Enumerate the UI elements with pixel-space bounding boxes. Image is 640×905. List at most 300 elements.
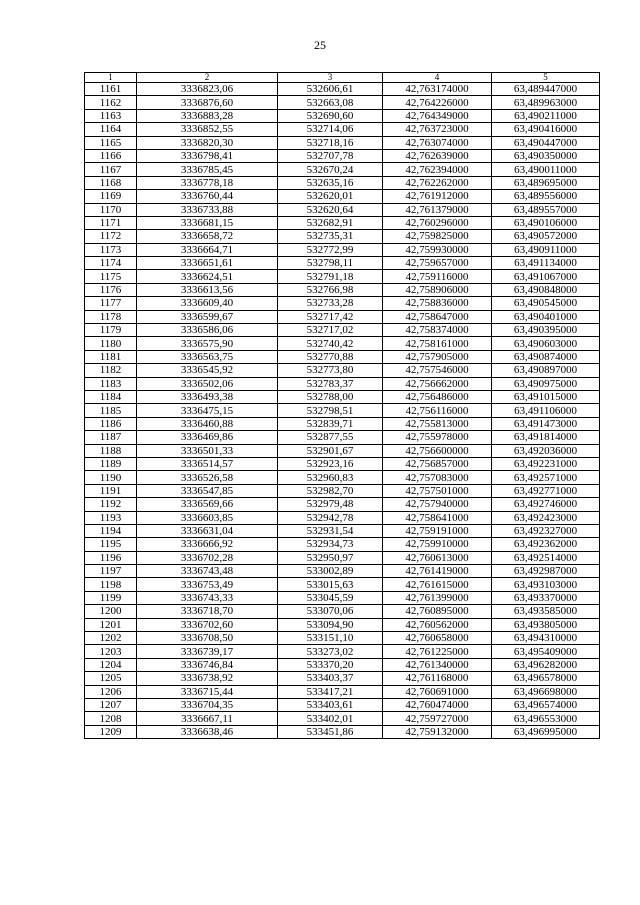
table-cell: 63,490545000: [492, 297, 600, 310]
table-cell: 3336638,46: [137, 725, 278, 738]
table-row: [85, 190, 600, 203]
table-cell: 532718,16: [278, 136, 383, 149]
table-cell: 3336563,75: [137, 350, 278, 363]
table-cell: 63,490211000: [492, 109, 600, 122]
table-cell: 1194: [85, 524, 137, 537]
table-cell: 532783,37: [278, 377, 383, 390]
table-cell: 42,761615000: [383, 578, 492, 591]
table-cell: 1197: [85, 565, 137, 578]
table-cell: 3336876,60: [137, 96, 278, 109]
table-cell: 63,490572000: [492, 230, 600, 243]
table-cell: 42,760474000: [383, 698, 492, 711]
table-cell: 42,760658000: [383, 632, 492, 645]
table-cell: 532635,16: [278, 176, 383, 189]
table-cell: 63,490447000: [492, 136, 600, 149]
table-cell: 63,492514000: [492, 551, 600, 564]
column-header: 1: [85, 73, 137, 83]
table-row: [85, 645, 600, 658]
table-cell: 63,492771000: [492, 484, 600, 497]
table-cell: 532788,00: [278, 390, 383, 403]
table-cell: 42,759132000: [383, 725, 492, 738]
table-row: [85, 96, 600, 109]
table-cell: 532717,02: [278, 324, 383, 337]
column-header: 3: [278, 73, 383, 83]
table-cell: 532682,91: [278, 216, 383, 229]
table-row: [85, 149, 600, 162]
table-cell: 42,759825000: [383, 230, 492, 243]
table-cell: 3336475,15: [137, 404, 278, 417]
table-cell: 63,490350000: [492, 149, 600, 162]
table-row: [85, 725, 600, 738]
table-cell: 63,491473000: [492, 417, 600, 430]
table-row: [85, 324, 600, 337]
table-cell: 42,757905000: [383, 350, 492, 363]
table-cell: 1163: [85, 109, 137, 122]
table-cell: 1166: [85, 149, 137, 162]
table-cell: 42,756486000: [383, 390, 492, 403]
table-cell: 3336586,06: [137, 324, 278, 337]
table-cell: 63,490897000: [492, 364, 600, 377]
table-cell: 42,764226000: [383, 96, 492, 109]
table-row: [85, 350, 600, 363]
table-cell: 1192: [85, 498, 137, 511]
table-cell: 42,757940000: [383, 498, 492, 511]
page-number: 25: [314, 38, 326, 52]
table-cell: 3336746,84: [137, 658, 278, 671]
table-row: [85, 685, 600, 698]
table-row: [85, 698, 600, 711]
table-cell: 63,490848000: [492, 283, 600, 296]
table-cell: 42,761419000: [383, 565, 492, 578]
table-cell: 3336753,49: [137, 578, 278, 591]
table-cell: 1175: [85, 270, 137, 283]
table-cell: 1191: [85, 484, 137, 497]
table-cell: 1173: [85, 243, 137, 256]
table-cell: 63,489556000: [492, 190, 600, 203]
table-cell: 1207: [85, 698, 137, 711]
table-cell: 532606,61: [278, 83, 383, 96]
table-cell: 3336738,92: [137, 672, 278, 685]
table-cell: 63,493585000: [492, 605, 600, 618]
table-cell: 532707,78: [278, 149, 383, 162]
table-cell: 1185: [85, 404, 137, 417]
table-cell: 532798,51: [278, 404, 383, 417]
table-cell: 42,762394000: [383, 163, 492, 176]
table-cell: 1199: [85, 591, 137, 604]
table-cell: 1183: [85, 377, 137, 390]
table-cell: 533094,90: [278, 618, 383, 631]
table-cell: 532901,67: [278, 444, 383, 457]
table-cell: 533015,63: [278, 578, 383, 591]
table-cell: 1162: [85, 96, 137, 109]
table-row: [85, 524, 600, 537]
table-cell: 3336547,85: [137, 484, 278, 497]
table-cell: 532620,01: [278, 190, 383, 203]
table-cell: 532733,28: [278, 297, 383, 310]
table-cell: 42,756600000: [383, 444, 492, 457]
table-cell: 3336460,88: [137, 417, 278, 430]
table-cell: 42,758906000: [383, 283, 492, 296]
table-row: [85, 658, 600, 671]
table-row: [85, 176, 600, 189]
table-cell: 532982,70: [278, 484, 383, 497]
table-row: [85, 270, 600, 283]
table-cell: 3336526,58: [137, 471, 278, 484]
table-row: [85, 511, 600, 524]
table-cell: 532942,78: [278, 511, 383, 524]
table-cell: 63,496574000: [492, 698, 600, 711]
table-cell: 63,493370000: [492, 591, 600, 604]
table-cell: 533273,02: [278, 645, 383, 658]
table-cell: 63,493805000: [492, 618, 600, 631]
table-cell: 3336613,56: [137, 283, 278, 296]
table-cell: 63,490011000: [492, 163, 600, 176]
table-cell: 532798,11: [278, 257, 383, 270]
table-cell: 532772,99: [278, 243, 383, 256]
table-cell: 3336666,92: [137, 538, 278, 551]
table-row: [85, 672, 600, 685]
table-cell: 3336718,70: [137, 605, 278, 618]
table-cell: 3336502,06: [137, 377, 278, 390]
table-row: [85, 377, 600, 390]
table-cell: 42,762262000: [383, 176, 492, 189]
table-cell: 532839,71: [278, 417, 383, 430]
table-row: [85, 498, 600, 511]
table-cell: 3336739,17: [137, 645, 278, 658]
table-cell: 1170: [85, 203, 137, 216]
table-cell: 1188: [85, 444, 137, 457]
table-cell: 1171: [85, 216, 137, 229]
table-row: [85, 605, 600, 618]
table-cell: 63,490603000: [492, 337, 600, 350]
table-cell: 63,491134000: [492, 257, 600, 270]
table-cell: 63,492746000: [492, 498, 600, 511]
table-cell: 3336778,18: [137, 176, 278, 189]
table-cell: 533045,59: [278, 591, 383, 604]
table-cell: 1186: [85, 417, 137, 430]
table-cell: 1178: [85, 310, 137, 323]
table-cell: 3336493,38: [137, 390, 278, 403]
table-cell: 3336760,44: [137, 190, 278, 203]
table-row: [85, 310, 600, 323]
table-row: [85, 297, 600, 310]
table-cell: 63,492571000: [492, 471, 600, 484]
table-cell: 3336667,11: [137, 712, 278, 725]
table-cell: 1174: [85, 257, 137, 270]
table-row: [85, 591, 600, 604]
table-cell: 42,761399000: [383, 591, 492, 604]
table-cell: 532877,55: [278, 431, 383, 444]
table-cell: 532735,31: [278, 230, 383, 243]
table-cell: 42,756662000: [383, 377, 492, 390]
table-cell: 42,757083000: [383, 471, 492, 484]
table-cell: 63,496578000: [492, 672, 600, 685]
table-cell: 533403,61: [278, 698, 383, 711]
table-cell: 532714,06: [278, 123, 383, 136]
table-cell: 3336603,85: [137, 511, 278, 524]
table-cell: 3336501,33: [137, 444, 278, 457]
table-cell: 1208: [85, 712, 137, 725]
table-cell: 1193: [85, 511, 137, 524]
table-row: [85, 471, 600, 484]
table-cell: 42,760691000: [383, 685, 492, 698]
table-cell: 532717,42: [278, 310, 383, 323]
table-cell: 3336743,33: [137, 591, 278, 604]
table-row: [85, 404, 600, 417]
table-row: [85, 83, 600, 96]
table-cell: 1179: [85, 324, 137, 337]
table-cell: 1176: [85, 283, 137, 296]
table-cell: 42,758647000: [383, 310, 492, 323]
table-cell: 3336852,55: [137, 123, 278, 136]
table-cell: 63,490975000: [492, 377, 600, 390]
column-header: 2: [137, 73, 278, 83]
table-cell: 3336733,88: [137, 203, 278, 216]
table-cell: 533417,21: [278, 685, 383, 698]
table-cell: 533402,01: [278, 712, 383, 725]
table-cell: 1205: [85, 672, 137, 685]
table-cell: 63,490106000: [492, 216, 600, 229]
table-cell: 1180: [85, 337, 137, 350]
table-cell: 3336820,30: [137, 136, 278, 149]
table-cell: 63,489557000: [492, 203, 600, 216]
table-cell: 42,763174000: [383, 83, 492, 96]
table-cell: 42,759910000: [383, 538, 492, 551]
table-row: [85, 123, 600, 136]
table-cell: 533403,37: [278, 672, 383, 685]
table-row: [85, 578, 600, 591]
table-cell: 1187: [85, 431, 137, 444]
table-cell: 3336664,71: [137, 243, 278, 256]
table-cell: 42,759191000: [383, 524, 492, 537]
table-cell: 532950,97: [278, 551, 383, 564]
table-cell: 1184: [85, 390, 137, 403]
table-cell: 3336704,35: [137, 698, 278, 711]
table-cell: 533370,20: [278, 658, 383, 671]
table-row: [85, 551, 600, 564]
table-row: [85, 364, 600, 377]
table-cell: 1202: [85, 632, 137, 645]
coordinates-table: [84, 72, 600, 739]
table-cell: 63,492327000: [492, 524, 600, 537]
table-row: [85, 431, 600, 444]
table-cell: 63,492036000: [492, 444, 600, 457]
table-cell: 1169: [85, 190, 137, 203]
table-row: [85, 417, 600, 430]
table-cell: 3336631,04: [137, 524, 278, 537]
table-cell: 63,496282000: [492, 658, 600, 671]
table-cell: 1161: [85, 83, 137, 96]
table-cell: 1165: [85, 136, 137, 149]
table-row: [85, 163, 600, 176]
table-cell: 42,757546000: [383, 364, 492, 377]
table-cell: 1209: [85, 725, 137, 738]
table-cell: 42,758836000: [383, 297, 492, 310]
table-cell: 3336575,90: [137, 337, 278, 350]
table-cell: 42,763074000: [383, 136, 492, 149]
table-cell: 63,496553000: [492, 712, 600, 725]
table-cell: 63,491067000: [492, 270, 600, 283]
table-cell: 3336823,06: [137, 83, 278, 96]
table-cell: 532931,54: [278, 524, 383, 537]
table-row: [85, 337, 600, 350]
table-cell: 532979,48: [278, 498, 383, 511]
table-cell: 3336658,72: [137, 230, 278, 243]
table-body: [85, 83, 600, 739]
table-cell: 63,492423000: [492, 511, 600, 524]
table-cell: 3336708,50: [137, 632, 278, 645]
table-cell: 3336883,28: [137, 109, 278, 122]
table-cell: 42,755978000: [383, 431, 492, 444]
table-cell: 42,759657000: [383, 257, 492, 270]
table-row: [85, 712, 600, 725]
table-cell: 42,759116000: [383, 270, 492, 283]
table-cell: 1168: [85, 176, 137, 189]
table-row: [85, 257, 600, 270]
table-row: [85, 632, 600, 645]
table-cell: 1189: [85, 457, 137, 470]
table-cell: 1196: [85, 551, 137, 564]
table-cell: 1167: [85, 163, 137, 176]
table-cell: 533151,10: [278, 632, 383, 645]
table-cell: 63,491106000: [492, 404, 600, 417]
table-cell: 532791,18: [278, 270, 383, 283]
table-cell: 42,761379000: [383, 203, 492, 216]
table-row: [85, 484, 600, 497]
table-cell: 42,755813000: [383, 417, 492, 430]
table-cell: 3336743,48: [137, 565, 278, 578]
table-cell: 42,760613000: [383, 551, 492, 564]
table-cell: 1206: [85, 685, 137, 698]
table-row: [85, 230, 600, 243]
table-cell: 1190: [85, 471, 137, 484]
table-cell: 42,760562000: [383, 618, 492, 631]
table-cell: 532960,83: [278, 471, 383, 484]
table-cell: 1204: [85, 658, 137, 671]
table-cell: 63,490874000: [492, 350, 600, 363]
table-cell: 63,495409000: [492, 645, 600, 658]
table-row: [85, 538, 600, 551]
table-cell: 63,496698000: [492, 685, 600, 698]
table-cell: 3336715,44: [137, 685, 278, 698]
table-cell: 1198: [85, 578, 137, 591]
table-cell: 63,489695000: [492, 176, 600, 189]
table-cell: 42,758161000: [383, 337, 492, 350]
table-cell: 3336798,41: [137, 149, 278, 162]
table-header-row: [85, 73, 600, 83]
table-cell: 533451,86: [278, 725, 383, 738]
table-cell: 63,490401000: [492, 310, 600, 323]
table-cell: 3336545,92: [137, 364, 278, 377]
table-cell: 533002,89: [278, 565, 383, 578]
table-cell: 3336469,86: [137, 431, 278, 444]
table-cell: 3336569,66: [137, 498, 278, 511]
table-cell: 42,763723000: [383, 123, 492, 136]
table-row: [85, 565, 600, 578]
table-row: [85, 243, 600, 256]
table-cell: 532663,08: [278, 96, 383, 109]
table-row: [85, 457, 600, 470]
table-cell: 1181: [85, 350, 137, 363]
table-cell: 1200: [85, 605, 137, 618]
table-cell: 63,492987000: [492, 565, 600, 578]
table-row: [85, 618, 600, 631]
table-cell: 42,761340000: [383, 658, 492, 671]
table-cell: 1201: [85, 618, 137, 631]
table-row: [85, 444, 600, 457]
table-cell: 63,491015000: [492, 390, 600, 403]
column-header: 4: [383, 73, 492, 83]
table-row: [85, 390, 600, 403]
table-cell: 63,489447000: [492, 83, 600, 96]
table-cell: 3336702,60: [137, 618, 278, 631]
table-cell: 63,492362000: [492, 538, 600, 551]
table-cell: 532923,16: [278, 457, 383, 470]
table-cell: 3336785,45: [137, 163, 278, 176]
table-cell: 63,494310000: [492, 632, 600, 645]
table-row: [85, 216, 600, 229]
table-cell: 63,490416000: [492, 123, 600, 136]
table-cell: 1172: [85, 230, 137, 243]
table-cell: 3336514,57: [137, 457, 278, 470]
table-cell: 1195: [85, 538, 137, 551]
table-cell: 532766,98: [278, 283, 383, 296]
table-cell: 42,762639000: [383, 149, 492, 162]
table-cell: 42,761225000: [383, 645, 492, 658]
table-cell: 42,761912000: [383, 190, 492, 203]
table-cell: 63,496995000: [492, 725, 600, 738]
table-cell: 3336702,28: [137, 551, 278, 564]
table-cell: 42,759727000: [383, 712, 492, 725]
column-header: 5: [492, 73, 600, 83]
table-cell: 42,759930000: [383, 243, 492, 256]
table-cell: 532740,42: [278, 337, 383, 350]
table-cell: 63,490911000: [492, 243, 600, 256]
table-cell: 42,756116000: [383, 404, 492, 417]
table-cell: 42,757501000: [383, 484, 492, 497]
table-cell: 1177: [85, 297, 137, 310]
table-cell: 532934,73: [278, 538, 383, 551]
table-cell: 532773,80: [278, 364, 383, 377]
table-cell: 3336651,61: [137, 257, 278, 270]
table-cell: 3336624,51: [137, 270, 278, 283]
table-cell: 63,489963000: [492, 96, 600, 109]
table-cell: 63,492231000: [492, 457, 600, 470]
table-row: [85, 283, 600, 296]
table-cell: 63,490395000: [492, 324, 600, 337]
table-cell: 1164: [85, 123, 137, 136]
table-cell: 1182: [85, 364, 137, 377]
table-row: [85, 136, 600, 149]
table-row: [85, 203, 600, 216]
table-cell: 533070,06: [278, 605, 383, 618]
table-cell: 3336599,67: [137, 310, 278, 323]
table-cell: 532770,88: [278, 350, 383, 363]
table-cell: 63,491814000: [492, 431, 600, 444]
table-cell: 42,756857000: [383, 457, 492, 470]
table-cell: 3336609,40: [137, 297, 278, 310]
table-cell: 42,758374000: [383, 324, 492, 337]
table-row: [85, 109, 600, 122]
table-cell: 1203: [85, 645, 137, 658]
table-cell: 532670,24: [278, 163, 383, 176]
table-cell: 42,760296000: [383, 216, 492, 229]
table-cell: 63,493103000: [492, 578, 600, 591]
table-cell: 42,764349000: [383, 109, 492, 122]
table-cell: 42,758641000: [383, 511, 492, 524]
table-cell: 42,761168000: [383, 672, 492, 685]
table-cell: 42,760895000: [383, 605, 492, 618]
